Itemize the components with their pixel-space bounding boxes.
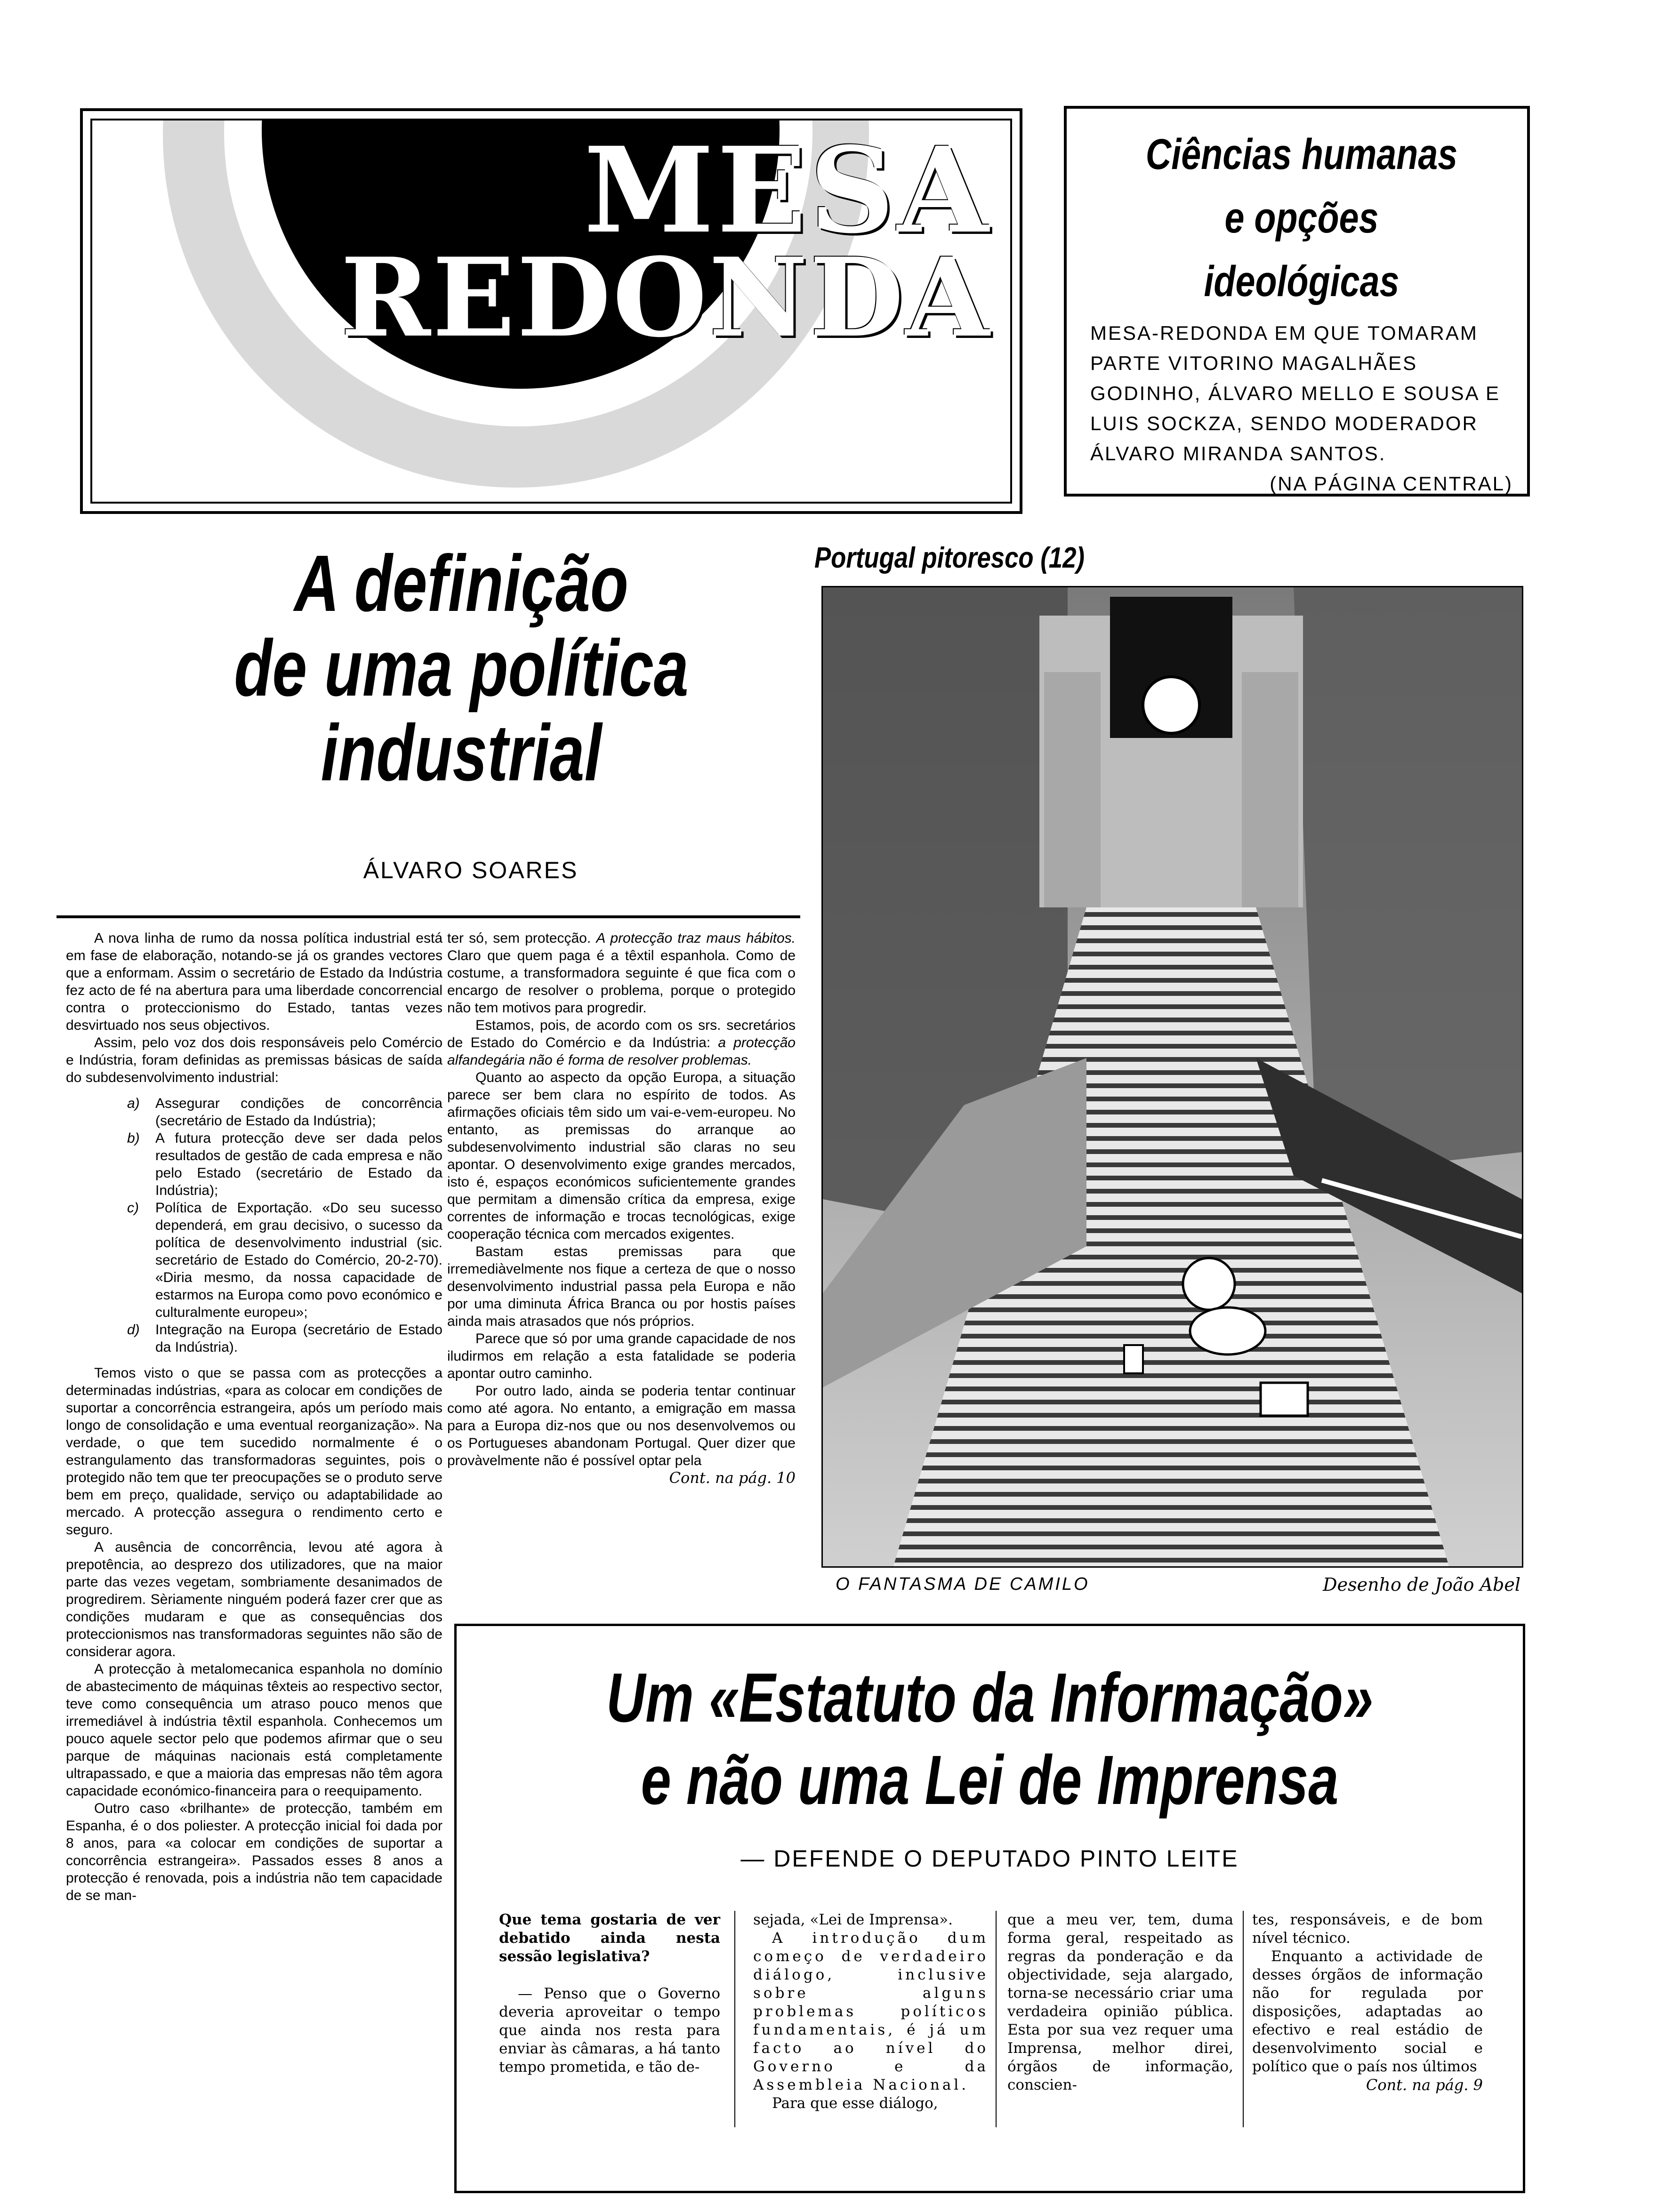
interview-column-3 xyxy=(1007,1911,1233,2094)
ghost-face xyxy=(1143,677,1199,733)
teaser-title xyxy=(1128,123,1475,313)
paragraph xyxy=(447,1017,796,1069)
column-rule xyxy=(996,1911,997,2127)
masthead-line-1: MESA xyxy=(584,121,991,259)
paragraph: Outro caso «brilhante» de protecção, também em Espanha, é o dos poliester. A protecção inicial foi dada por 8 anos, para «a colocar em condições de suportar a concorrência estrangeira». Passados esses 8 anos a protecção é renovada, pois a indústria não tem capacidade de se man- xyxy=(66,1801,442,1903)
interview-column-1 xyxy=(499,1911,720,2076)
article-byline: ÁLVARO SOARES xyxy=(363,857,579,883)
right-trees xyxy=(1294,587,1522,1176)
falling-figure-head xyxy=(1183,1258,1235,1310)
photo-caption: O FANTASMA DE CAMILO xyxy=(836,1574,1090,1594)
paragraph: Assim, pelo voz dos dois responsáveis pelo Comércio e Indústria, foram definidas as premissas básicas de saída do subdesenvolvimento industrial: xyxy=(66,1035,442,1085)
article-2-subhead: — DEFENDE O DEPUTADO PINTO LEITE xyxy=(740,1845,1239,1872)
paragraph: Para que esse diálogo, xyxy=(772,2095,938,2112)
article-headline xyxy=(75,539,847,798)
paragraph: A introdução dum começo de verdadeiro diálogo, inclusive sobre alguns problemas políticos fundamentais, é já um facto ao nível do Governo e da Assembleia Nacional. xyxy=(753,1930,989,2093)
masthead-line-2: REDONDA xyxy=(340,234,991,361)
article-2-headline xyxy=(454,1657,1525,1821)
list-label: d) xyxy=(127,1322,140,1338)
falling-box xyxy=(1261,1383,1308,1416)
list-text: Integração na Europa (secretário de Estado da Indústria). xyxy=(155,1322,442,1355)
paragraph: — Penso que o Governo deveria aproveitar o tempo que ainda nos resta para enviar às câmaras, a há tanto tempo prometida, e tão de- xyxy=(499,1985,720,2076)
headline-line-3: industrial xyxy=(321,708,602,798)
headline-line-2: de uma política xyxy=(234,624,689,713)
paragraph: Por outro lado, ainda se poderia tentar continuar como até agora. No entanto, a emigração em massa para a Europa diz-nos que ou nos desenvolvemos ou os Portugueses abandonam Portugal. Quer dizer que provàvelmente não é possível optar pela xyxy=(447,1383,796,1468)
emphasis: a protecção alfandegária não é forma de resolver problemas. xyxy=(447,1035,796,1068)
continuation-link[interactable]: Cont. na pág. 9 xyxy=(1366,2076,1483,2094)
paragraph: sejada, «Lei de Imprensa». xyxy=(753,1911,953,1928)
paragraph: A ausência de concorrência, levou até agora à prepotência, ao desprezo dos utilizadores, que na maior parte das vezes vegetam, sombriamente desanimados de progredirem. Sèriamente ninguém poderá fazer crer que as condições mudaram e que as consequências dos proteccionismos nas transformadoras seguintes não são de considerar agora. xyxy=(66,1539,442,1659)
section-divider xyxy=(56,915,800,918)
church-left-tower xyxy=(1044,672,1101,907)
list-label: b) xyxy=(127,1130,140,1146)
text-run: ter só, sem protecção. xyxy=(447,930,596,946)
text-run: Claro que quem paga é a têxtil espanhola. Como de costume, a transformadora seguinte é que fica com o encargo de resolver o problema, porque o protegido não tem motivos para progredir. xyxy=(447,948,796,1016)
list-item xyxy=(127,1095,442,1130)
teaser-page-reference: (NA PÁGINA CENTRAL) xyxy=(1270,473,1513,495)
paragraph: Quanto ao aspecto da opção Europa, a situação parece ser bem clara no espírito de todos. As afirmações oficiais têm sido um vai-e-vem-europeu. No entanto, as premissas do arranque ao subdesenvolvimento industrial são claras no seu apontar. O desenvolvimento exige grandes mercados, isto é, espaços económicos suficientemente grandes que permitam a dimensão crítica da empresa, exige correntes de informação e trocas tecnológicas, exige cooperação técnica com mercados exigentes. xyxy=(447,1070,796,1242)
emphasis: A protecção traz maus hábitos. xyxy=(596,930,796,946)
headline-2-line-2: e não uma Lei de Imprensa xyxy=(641,1741,1339,1819)
church-right-tower xyxy=(1242,672,1298,907)
list-text: Assegurar condições de concorrência (secretário de Estado da Indústria); xyxy=(155,1096,442,1129)
list-label: a) xyxy=(127,1096,140,1111)
article-column-1 xyxy=(66,930,442,1904)
list-item xyxy=(127,1199,442,1321)
masthead-title xyxy=(318,121,1012,361)
list-label: c) xyxy=(127,1200,139,1216)
list-text: A futura protecção deve ser dada pelos resultados de gestão de cada empresa e não pelo Estado (secretário de Estado da Indústria); xyxy=(155,1130,442,1198)
masthead-frame xyxy=(90,119,1012,504)
teaser-title-line-2: e opções xyxy=(1224,194,1379,242)
falling-paper xyxy=(1124,1345,1143,1373)
list-item xyxy=(127,1130,442,1199)
paragraph: Parece que só por uma grande capacidade de nos iludirmos em relação a esta fatalidade se poderia apontar outro caminho. xyxy=(447,1331,796,1381)
teaser-title-line-1: Ciências humanas xyxy=(1145,130,1458,178)
continuation-link[interactable]: Cont. na pág. 10 xyxy=(669,1469,796,1487)
text-run: Estamos, pois, de acordo com os srs. secretários de Estado do Comércio e da Indústria: xyxy=(447,1018,796,1050)
paragraph: Enquanto a actividade de desses órgãos de informação não for regulada por disposições, adaptadas ao efectivo e real estádio de desenvolvimento social e político que o país nos últimos xyxy=(1252,1948,1483,2075)
article-column-2 xyxy=(447,930,796,1487)
masthead-logo xyxy=(80,108,1022,514)
paragraph: Bastam estas premissas para que irremediàvelmente nos fique a certeza de que o nosso desenvolvimento industrial passa pela Europa e não por uma diminuta África Branca ou por hostis países ainda mais atrasados que nós próprios. xyxy=(447,1244,796,1329)
headline-2-line-1: Um «Estatuto da Informação» xyxy=(606,1659,1374,1737)
teaser-title-line-3: ideológicas xyxy=(1204,257,1400,305)
paragraph: tes, responsáveis, e de bom nível técnico. xyxy=(1252,1911,1483,1947)
interview-question: Que tema gostaria de ver debatido ainda nesta sessão legislativa? xyxy=(499,1911,720,1965)
photo-section-title: Portugal pitoresco (12) xyxy=(814,542,1085,574)
headline-line-1: A definição xyxy=(294,539,628,628)
column-rule xyxy=(734,1911,735,2127)
paragraph: que a meu ver, tem, duma forma geral, respeitado as regras da ponderação e da objectividade, seja alargado, torna-se necessário criar uma verdadeira opinião pública. Esta por sua vez requer uma Imprensa, melhor direi, órgãos de informação, conscien- xyxy=(1007,1911,1233,2093)
paragraph xyxy=(447,930,796,1017)
paragraph: Temos visto o que se passa com as protecções a determinadas indústrias, «para as colocar em condições de suportar a concorrência estrangeira, após um período mais longo de consolidação e uma eventual reorganização». Na verdade, o que tem sucedido normalmente é o estrangulamento das transformadoras seguintes, pois o protegido não tem que ter preocupações se o produto serve bem em preço, qualidade, serviço ou adaptabilidade ao mercado. A protecção assegura o rendimento certo e seguro. xyxy=(66,1365,442,1538)
column-rule xyxy=(1243,1911,1244,2127)
paragraph: A protecção à metalomecanica espanhola no domínio de abastecimento de máquinas têxteis ao respectivo sector, teve como consequência um atraso pouco menos que irremediável à indústria têxtil espanhola. Conhecemos um pouco aquele sector pelo que podemos afirmar que o seu parque de máquinas nacionais está completamente ultrapassado, e que a maioria das empresas não têm agora capacidade económico-financeira para o reequipamento. xyxy=(66,1661,442,1799)
interview-column-4 xyxy=(1252,1911,1483,2094)
list-item xyxy=(127,1321,442,1356)
paragraph: A nova linha de rumo da nossa política industrial está em fase de elaboração, notando-se já os grandes vectores que a enformam. Assim o secretário de Estado da Indústria fez acto de fé na abertura para uma liberdade concorrencial contra o proteccionismo do Estado, tantas vezes desvirtuado nos seus objectivos. xyxy=(66,930,442,1033)
photo-credit: Desenho de João Abel xyxy=(1323,1574,1520,1595)
staircase-illustration xyxy=(821,586,1523,1568)
falling-figure-body xyxy=(1190,1307,1265,1354)
illustration-svg xyxy=(823,587,1522,1566)
teaser-box xyxy=(1064,106,1530,497)
interview-column-2 xyxy=(753,1911,989,2113)
list-text: Política de Exportação. «Do seu sucesso dependerá, em grau decisivo, o sucesso da política de desenvolvimento industrial (sic. secretário de Estado do Comércio, 20-2-70). «Diria mesmo, da nossa capacidade de estarmos na Europa como povo económico e culturalmente europeu»; xyxy=(155,1200,442,1320)
teaser-body: MESA-REDONDA EM QUE TOMARAM PARTE VITORINO MAGALHÃES GODINHO, ÁLVARO MELLO E SOUSA E LUIS SOCKZA, SENDO MODERADOR ÁLVARO MIRANDA SANTOS. xyxy=(1090,322,1500,465)
